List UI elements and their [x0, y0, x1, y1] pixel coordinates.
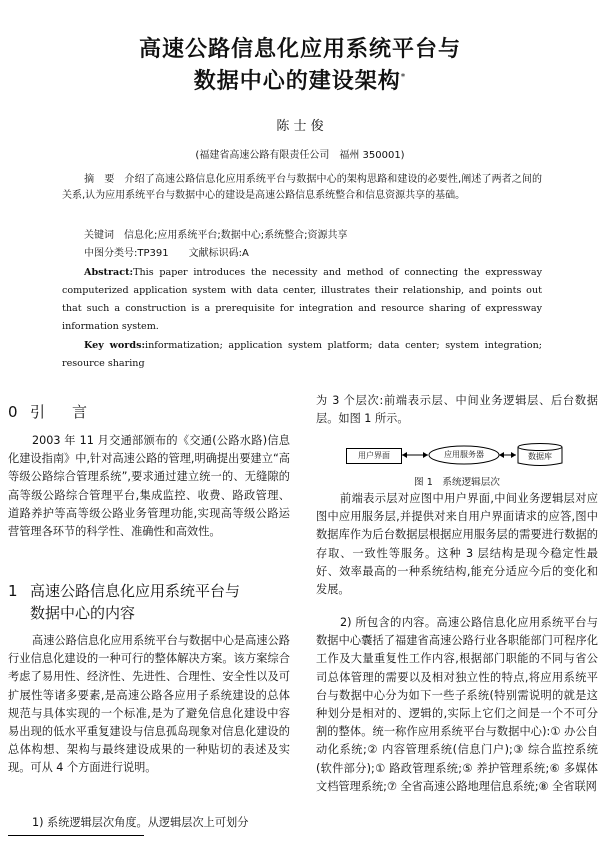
keywords-cn: [62, 228, 542, 244]
figure-label-database: 数据库: [528, 452, 552, 461]
figure-box-user-interface: 用户界面: [346, 448, 402, 464]
title-footnote-mark: *: [400, 72, 407, 83]
arrow-head-2b: [511, 452, 516, 458]
keywords-en: [62, 337, 542, 373]
section-0-paragraph: 2003 年 11 月交通部颁布的《交通(公路水路)信息化建设指南》中,针对高速公路的管理,明确提出要建立“高等级公路综合管理系统”,要求通过建立统一的、无缝隙的高等级公路综合管理平台,集成监控、收费、路政管理、道路养护等高等级公路业务管理功能,实现高等级公路运营管理各环节的科学性、准确性和高效性。: [8, 434, 290, 539]
abstract-en-text: This paper introduces the necessity and method of connecting the expressway computerized application system with data center, illustrates their relationship, and points out that such a construction is a prerequisite for integration and resource sharing of expressway information system.: [62, 267, 542, 332]
section-1-heading: [8, 580, 293, 624]
arrow-head-2a: [499, 452, 504, 458]
section-1-paragraph-2: 1) 系统逻辑层次角度。从逻辑层次上可划分: [32, 816, 249, 829]
keywords-cn-label: 关键词: [84, 230, 114, 241]
footnote-rule: [8, 835, 144, 836]
keywords-en-label: Key words:: [84, 340, 146, 351]
figure-label-app-server: 应用服务器: [444, 450, 484, 459]
paper-title-line2: [0, 64, 600, 95]
right-col-paragraph-c: 2) 所包含的内容。高速公路信息化应用系统平台与数据中心囊括了福建省高速公路行业各职能部门可程序化工作及大量重复性工作内容,根据部门职能的不同与省公司总体管理的需要以及相对独立性的特点,将应用系统平台与数据中心分为如下一些子系统(特别需说明的就是这种划分是相对的、逻辑的,实际上它们之间是一个不可分割的整体。统一称作应用系统平台与数据中心):① 办公自动化系统;② 内容管理系统(信息门户);③ 综合监控系统(软件部分);① 路政管理系统;⑤ 养护管理系统;⑥ 多媒体文档管理系统;⑦ 全省高速公路地理信息系统;⑧ 全省联网: [316, 616, 598, 793]
section-1-paragraph-1: 高速公路信息化应用系统平台与数据中心是高速公路行业信息化建设的一种可行的整体解决方案。该方案综合考虑了易用性、经济性、先进性、合理性、安全性以及可扩展性等诸多要素,是高速公路各应用子系统建设的总体规范与具体实现的一个标准,是为了避免信息化建设中容易出现的低水平重复建设与信息孤岛现象对信息化建设的总体构想、架构与最终建设成果的一种贴切的表述及实现。可从 4 个方面进行说明。: [8, 634, 290, 775]
section-0-number: 0: [8, 403, 18, 421]
right-col-paragraph-b: 前端表示层对应图中用户界面,中间业务逻辑层对应图中应用服务层,并提供对来自用户界面请求的应答,图中数据库作为后台数据层根据应用服务层的需要进行数据的存取、一致性等服务。这种 3 层结构是现今稳定性最好、效率最高的一种系统结构,能充分适应今后的变化和发展。: [316, 492, 598, 597]
author: 陈 士 俊: [276, 119, 324, 134]
section-1-title-line1: 高速公路信息化应用系统平台与: [30, 582, 241, 600]
paper-title-line1: 高速公路信息化应用系统平台与: [138, 37, 461, 62]
classification: [62, 246, 542, 262]
affiliation: (福建省高速公路有限责任公司 福州 350001): [195, 150, 405, 161]
abstract-cn-label: 摘 要: [84, 174, 115, 185]
document-code: 文献标识码:A: [188, 248, 249, 259]
classification-code: 中图分类号:TP391: [84, 248, 169, 259]
abstract-cn-text: 介绍了高速公路信息化应用系统平台与数据中心的架构思路和建设的必要性,阐述了两者之间的关系,认为应用系统平台与数据中心的建设是高速公路信息系统整合和信息资源共享的基础。: [62, 174, 542, 201]
figure-1-caption: 图 1 系统逻辑层次: [414, 477, 500, 488]
arrow-head-1a: [402, 452, 407, 458]
abstract-en: [62, 264, 542, 336]
keywords-cn-text: 信息化;应用系统平台;数据中心;系统整合;资源共享: [124, 230, 348, 241]
section-0-heading: [8, 401, 288, 422]
abstract-cn: [62, 172, 542, 204]
figure-1: [346, 442, 566, 470]
section-1-number: 1: [8, 582, 18, 600]
arrow-head-1b: [423, 452, 428, 458]
section-0-title: 引 言: [30, 403, 94, 421]
abstract-en-label: Abstract:: [84, 267, 134, 278]
right-col-paragraph-a: 为 3 个层次:前端表示层、中间业务逻辑层、后台数据层。如图 1 所示。: [316, 394, 598, 426]
section-1-title-line2: 数据中心的内容: [30, 604, 136, 622]
paper-title-line2-text: 数据中心的建设架构: [193, 69, 401, 94]
figure-cylinder-top: [518, 444, 562, 451]
keywords-en-text: informatization; application system platform; data center; system integration; resource sharing: [62, 340, 543, 369]
